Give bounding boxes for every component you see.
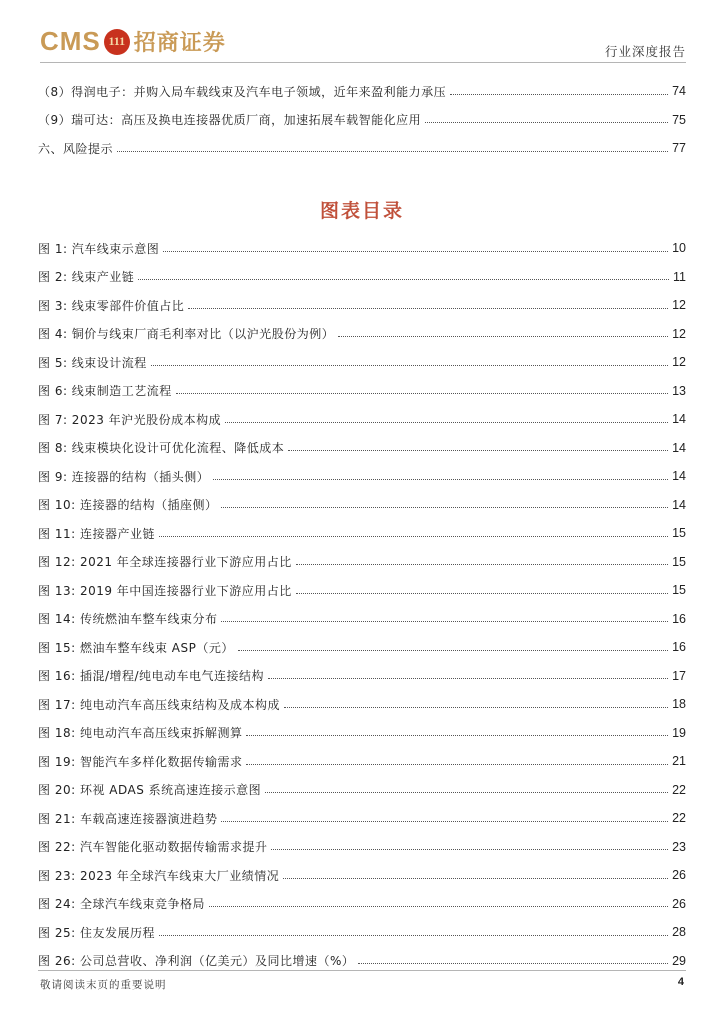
toc-entry-label: 图 17: 纯电动汽车高压线束结构及成本构成 (38, 697, 280, 712)
dot-leader (163, 251, 668, 252)
header-divider (40, 62, 686, 63)
dot-leader (296, 564, 668, 565)
toc-figure-entry[interactable] (38, 348, 686, 377)
toc-section-entry[interactable] (38, 134, 686, 163)
dot-leader (221, 621, 668, 622)
dot-leader (265, 792, 668, 793)
toc-entry-label: 六、风险提示 (38, 141, 114, 156)
toc-entry-label: 图 15: 燃油车整车线束 ASP（元） (38, 640, 234, 655)
toc-entry-label: 图 4: 铜价与线束厂商毛利率对比（以沪光股份为例） (38, 327, 335, 342)
toc-entry-label: 图 19: 智能汽车多样化数据传输需求 (38, 754, 243, 769)
toc-entry-label: 图 12: 2021 年全球连接器行业下游应用占比 (38, 555, 292, 570)
dot-leader (188, 308, 668, 309)
toc-figure-entry[interactable] (38, 804, 686, 833)
toc-entry-page: 23 (672, 839, 686, 854)
toc-entry-page: 12 (672, 326, 686, 341)
dot-leader (213, 479, 668, 480)
toc-entry-label: 图 18: 纯电动汽车高压线束拆解测算 (38, 726, 243, 741)
toc-entry-label: 图 8: 线束模块化设计可优化流程、降低成本 (38, 441, 285, 456)
toc-figure-entry[interactable] (38, 918, 686, 947)
toc-entry-label: 图 16: 插混/增程/纯电动车电气连接结构 (38, 669, 265, 684)
toc-entry-page: 15 (672, 526, 686, 541)
dot-leader (159, 536, 668, 537)
toc-entry-page: 77 (672, 141, 686, 156)
toc-entry-page: 16 (672, 611, 686, 626)
toc-figure-entry[interactable] (38, 690, 686, 719)
toc-entry-page: 15 (672, 554, 686, 569)
footer-note: 敬请阅读末页的重要说明 (40, 979, 167, 991)
toc-section-entry[interactable] (38, 77, 686, 106)
dot-leader (246, 735, 668, 736)
toc-entry-page: 17 (672, 668, 686, 683)
toc-entry-page: 14 (672, 497, 686, 512)
toc-figures-list (38, 234, 686, 975)
toc-figure-entry[interactable] (38, 377, 686, 406)
page-number: 4 (677, 976, 684, 988)
toc-section-entry[interactable] (38, 106, 686, 135)
dot-leader (450, 94, 668, 95)
dot-leader (338, 336, 668, 337)
toc-figure-entry[interactable] (38, 890, 686, 919)
dot-leader (159, 935, 668, 936)
toc-figure-entry[interactable] (38, 776, 686, 805)
toc-figure-entry[interactable] (38, 434, 686, 463)
toc-figure-entry[interactable] (38, 833, 686, 862)
dot-leader (425, 122, 668, 123)
toc-sections-list (38, 77, 686, 163)
toc-figure-entry[interactable] (38, 605, 686, 634)
toc-entry-label: 图 22: 汽车智能化驱动数据传输需求提升 (38, 840, 268, 855)
toc-entry-page: 13 (672, 383, 686, 398)
toc-entry-page: 14 (672, 469, 686, 484)
logo-latin: CMS (40, 26, 101, 56)
toc-entry-label: 图 2: 线束产业链 (38, 270, 135, 285)
toc-entry-page: 18 (672, 697, 686, 712)
toc-entry-label: 图 6: 线束制造工艺流程 (38, 384, 172, 399)
dot-leader (288, 450, 668, 451)
report-type: 行业深度报告 (604, 44, 686, 59)
toc-entry-label: 图 5: 线束设计流程 (38, 355, 147, 370)
dot-leader (117, 151, 668, 152)
toc-entry-label: 图 23: 2023 年全球汽车线束大厂业绩情况 (38, 868, 280, 883)
toc-entry-page: 10 (672, 241, 686, 256)
dot-leader (138, 279, 669, 280)
toc-entry-page: 75 (672, 112, 686, 127)
toc-entry-page: 14 (672, 440, 686, 455)
toc-entry-label: 图 11: 连接器产业链 (38, 526, 155, 541)
toc-figure-entry[interactable] (38, 320, 686, 349)
toc-entry-label: 图 24: 全球汽车线束竞争格局 (38, 897, 205, 912)
toc-entry-page: 19 (672, 725, 686, 740)
toc-entry-page: 26 (672, 868, 686, 883)
figures-title: 图表目录 (319, 200, 404, 222)
dot-leader (271, 849, 668, 850)
toc-entry-label: （9）瑞可达：高压及换电连接器优质厂商，加速拓展车载智能化应用 (38, 113, 422, 128)
dot-leader (283, 878, 668, 879)
dot-leader (358, 963, 668, 964)
toc-entry-label: 图 14: 传统燃油车整车线束分布 (38, 612, 218, 627)
toc-entry-label: 图 26: 公司总营收、净利润（亿美元）及同比增速（%） (38, 954, 355, 969)
toc-figure-entry[interactable] (38, 747, 686, 776)
toc-figure-entry[interactable] (38, 491, 686, 520)
toc-entry-page: 28 (672, 925, 686, 940)
toc-entry-label: 图 20: 环视 ADAS 系统高速连接示意图 (38, 783, 262, 798)
toc-entry-page: 29 (672, 953, 686, 968)
page-header (40, 22, 686, 66)
toc-entry-page: 12 (672, 298, 686, 313)
dot-leader (176, 393, 668, 394)
toc-figure-entry[interactable] (38, 462, 686, 491)
toc-entry-page: 22 (672, 782, 686, 797)
toc-entry-label: 图 9: 连接器的结构（插头侧） (38, 469, 210, 484)
toc-figure-entry[interactable] (38, 263, 686, 292)
dot-leader (268, 678, 668, 679)
dot-leader (296, 593, 668, 594)
dot-leader (209, 906, 668, 907)
logo-chinese: 招商证券 (133, 30, 226, 56)
toc-entry-label: （8）得润电子：并购入局车载线束及汽车电子领域，近年来盈利能力承压 (38, 84, 447, 99)
footer-divider (38, 970, 686, 971)
dot-leader (225, 422, 668, 423)
toc-entry-page: 74 (672, 84, 686, 99)
toc-entry-label: 图 7: 2023 年沪光股份成本构成 (38, 412, 222, 427)
toc-entry-page: 15 (672, 583, 686, 598)
toc-entry-label: 图 25: 住友发展历程 (38, 925, 155, 940)
dot-leader (246, 764, 668, 765)
toc-entry-label: 图 3: 线束零部件价值占比 (38, 298, 185, 313)
logo-emblem-icon: 111 (104, 29, 130, 55)
toc-entry-page: 11 (673, 269, 686, 284)
toc-figure-entry[interactable] (38, 548, 686, 577)
toc-figure-entry[interactable] (38, 291, 686, 320)
toc-entry-label: 图 13: 2019 年中国连接器行业下游应用占比 (38, 583, 292, 598)
dot-leader (221, 821, 668, 822)
toc-entry-page: 22 (672, 811, 686, 826)
toc-figure-entry[interactable] (38, 719, 686, 748)
toc-figure-entry[interactable] (38, 234, 686, 263)
toc-figure-entry[interactable] (38, 405, 686, 434)
dot-leader (151, 365, 668, 366)
toc-entry-page: 12 (672, 355, 686, 370)
dot-leader (238, 650, 668, 651)
toc-figure-entry[interactable] (38, 519, 686, 548)
toc-entry-page: 21 (672, 754, 686, 769)
toc-entry-page: 14 (672, 412, 686, 427)
toc-figure-entry[interactable] (38, 662, 686, 691)
toc-entry-label: 图 10: 连接器的结构（插座侧） (38, 498, 218, 513)
toc-entry-label: 图 21: 车载高速连接器演进趋势 (38, 811, 218, 826)
toc-entry-page: 16 (672, 640, 686, 655)
dot-leader (221, 507, 668, 508)
cms-logo (40, 26, 226, 57)
toc-figure-entry[interactable] (38, 861, 686, 890)
toc-entry-label: 图 1: 汽车线束示意图 (38, 241, 160, 256)
toc-figure-entry[interactable] (38, 576, 686, 605)
toc-figure-entry[interactable] (38, 633, 686, 662)
dot-leader (284, 707, 668, 708)
toc-entry-page: 26 (672, 896, 686, 911)
